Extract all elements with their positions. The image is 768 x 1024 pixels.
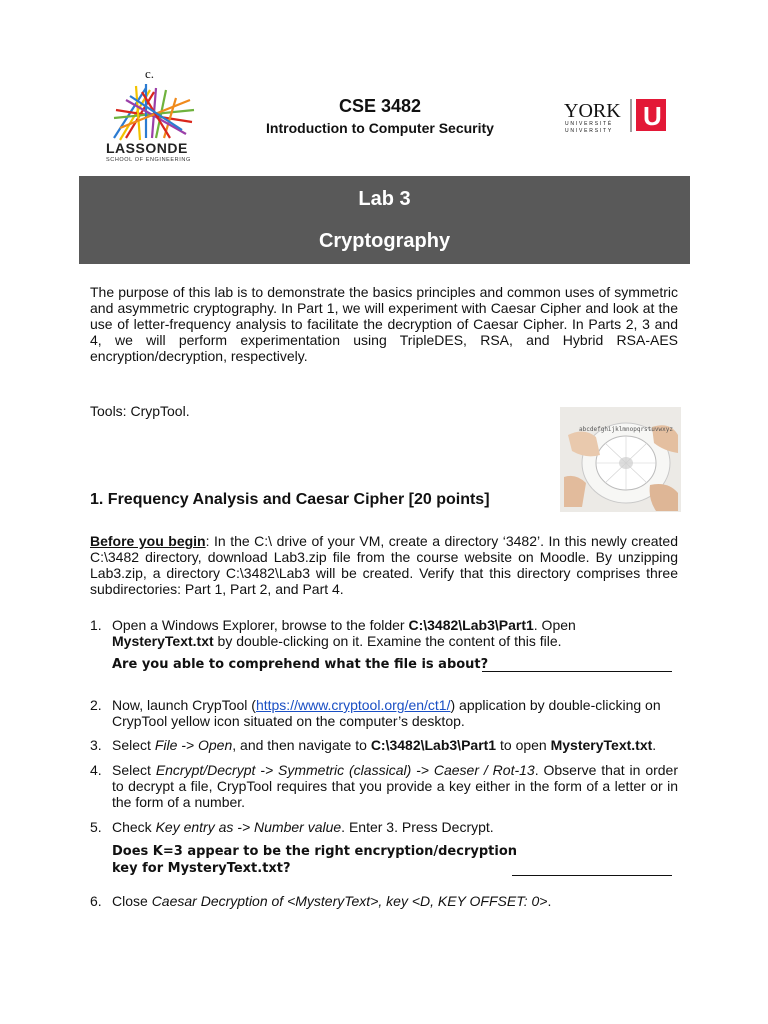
before-text: : In the C:\ drive of your VM, create a directory ‘3482’. In this newly created C:\3482 directory, download Lab3.zip file from the course website on Moodle. By unzipping Lab3.zip, a directory C:\3482\Lab3 will be created. Verify that this directory comprises three subdirectories: Part 1, Part 2, and Part 4.	[90, 533, 678, 597]
step-1-question: Are you able to comprehend what the file is about?	[112, 657, 489, 672]
step-3-text	[112, 737, 678, 753]
step-6-text-b: .	[547, 893, 552, 909]
step-2-number: 2.	[90, 697, 102, 713]
cryptool-link[interactable]: https://www.cryptool.org/en/ct1/	[255, 697, 451, 713]
section-1-heading: 1. Frequency Analysis and Caesar Cipher [20 points]	[90, 491, 490, 508]
step-1-text	[112, 617, 678, 649]
step-5-question-line-1: Does K=3 appear to be the right encryption/decryption	[112, 844, 517, 859]
step-3-number: 3.	[90, 737, 102, 753]
logo-mark-c: c.	[145, 66, 155, 81]
step-6-text	[112, 893, 678, 909]
step-5-menu: Key entry as -> Number value	[155, 819, 342, 835]
step-1-number: 1.	[90, 617, 102, 633]
step-2-text	[112, 697, 678, 729]
step-6-menu: Caesar Decryption of <MysteryText>, key <D, KEY OFFSET: 0>	[151, 893, 548, 909]
wheel-letters: abcdefghijklmnopqrstuvwxyz	[579, 426, 673, 433]
cipher-wheel-photo	[560, 407, 681, 512]
lab-title: Cryptography	[318, 230, 451, 252]
step-5-answer-blank[interactable]	[512, 875, 672, 876]
step-1-text-b: . Open	[533, 617, 576, 633]
step-1-file: MysteryText.txt	[112, 633, 214, 649]
step-1-path: C:\3482\Lab3\Part1	[408, 617, 534, 633]
york-university-logo-icon	[564, 97, 668, 133]
step-3-menu: File -> Open	[154, 737, 233, 753]
step-4-number: 4.	[90, 762, 102, 778]
step-2-text-b: ) application by double-clicking on CrypTool yellow icon situated on the computer’s desktop.	[112, 697, 661, 729]
york-sub-en: UNIVERSITY	[565, 128, 614, 133]
step-3-path: C:\3482\Lab3\Part1	[370, 737, 497, 753]
lab-number: Lab 3	[358, 188, 411, 210]
tools-line: Tools: CrypTool.	[90, 403, 190, 419]
york-name: YORK	[564, 100, 621, 122]
york-sub-fr: UNIVERSITÉ	[565, 121, 614, 127]
lassonde-wordmark	[106, 140, 206, 163]
step-3-text-d: .	[652, 737, 657, 753]
york-u: U	[643, 101, 662, 131]
step-5-text	[112, 819, 678, 835]
step-4-text-a: Select	[112, 762, 156, 778]
step-4-menu: Encrypt/Decrypt -> Symmetric (classical) -> Caeser / Rot-13	[155, 762, 535, 778]
step-1-answer-blank[interactable]	[482, 671, 672, 672]
step-5-text-a: Check	[112, 819, 156, 835]
step-3-file: MysteryText.txt	[550, 737, 653, 753]
step-6-number: 6.	[90, 893, 102, 909]
step-5-number: 5.	[90, 819, 102, 835]
step-5-question-line-2: key for MysteryText.txt?	[112, 861, 291, 876]
intro-paragraph: The purpose of this lab is to demonstrate the basics principles and common uses of symmetric and asymmetric cryptography. In Part 1, we will experiment with Caesar Cipher and look at the use of letter-frequency analysis to facilitate the decryption of Caesar Cipher. In Parts 2, 3 and 4, we will perform experimentation using TripleDES, RSA, and Hybrid RSA-AES encryption/decryption, respectively.	[90, 284, 678, 364]
before-label: Before you begin	[90, 533, 206, 549]
course-name: Introduction to Computer Security	[266, 120, 494, 136]
step-4-text	[112, 762, 678, 810]
step-5-text-b: . Enter 3. Press Decrypt.	[341, 819, 494, 835]
step-1-text-c: by double-clicking on it. Examine the content of this file.	[213, 633, 562, 649]
step-6-text-a: Close	[112, 893, 152, 909]
step-3-text-c: to open	[496, 737, 551, 753]
step-1-text-a: Open a Windows Explorer, browse to the folder	[112, 617, 409, 633]
step-2-text-a: Now, launch CrypTool (	[112, 697, 256, 713]
lassonde-subtitle: SCHOOL OF ENGINEERING	[106, 157, 191, 163]
step-4-text-b: . Observe that in order to decrypt a file, CrypTool requires that you provide a key either in the form of a letter or in the form of a number.	[112, 762, 678, 810]
step-3-text-b: , and then navigate to	[232, 737, 371, 753]
lassonde-name: LASSONDE	[106, 140, 188, 156]
step-3-text-a: Select	[112, 737, 155, 753]
before-you-begin-paragraph	[90, 533, 678, 597]
course-code: CSE 3482	[338, 96, 422, 116]
